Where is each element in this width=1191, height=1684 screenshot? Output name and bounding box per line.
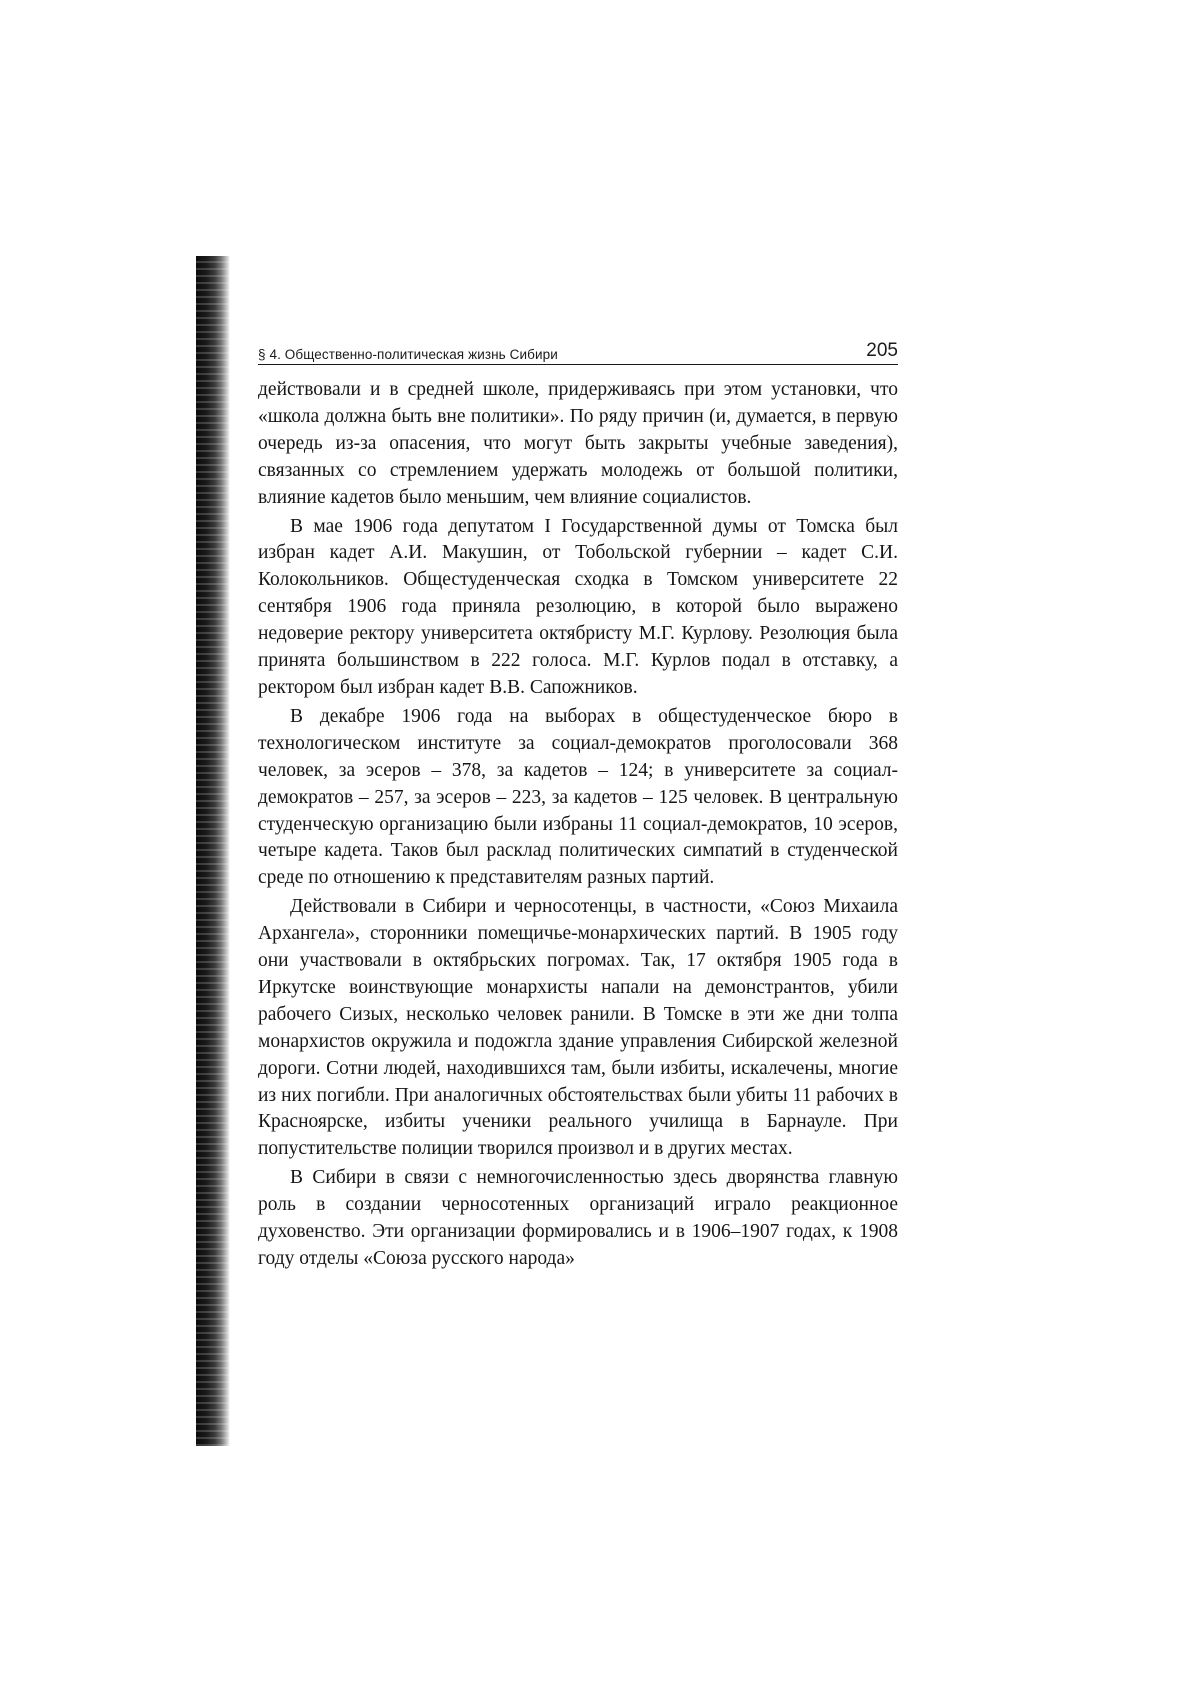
page-number: 205 xyxy=(866,340,898,361)
scan-binding-edge xyxy=(196,256,230,1446)
body-text xyxy=(258,377,898,1273)
running-header xyxy=(258,340,898,365)
running-title: § 4. Общественно-политическая жизнь Сибири xyxy=(258,347,558,362)
book-page xyxy=(258,340,898,1275)
paragraph: В Сибири в связи с немногочисленностью здесь дворянства главную роль в создании черносотенных организаций играло реакционное духовенство. Эти организации формировались и в 1906–1907 годах, к 1908 году отделы «Союза русского народа» xyxy=(258,1167,898,1269)
paragraph: Действовали в Сибири и черносотенцы, в частности, «Союз Михаила Архангела», сторонники помещичье-монархических партий. В 1905 году они участвовали в октябрьских погромах. Так, 17 октября 1905 года в Иркутске воинствующие монархисты напали на демонстрантов, убили рабочего Сизых, несколько человек ранили. В Томске в эти же дни толпа монархистов окружила и подожгла здание управления Сибирской железной дороги. Сотни людей, находившихся там, были избиты, искалечены, многие из них погибли. При аналогичных обстоятельствах были убиты 11 рабочих в Красноярске, избиты ученики реального училища в Барнауле. При попустительстве полиции творился произвол и в других местах. xyxy=(258,896,898,1160)
paragraph: действовали и в средней школе, придерживаясь при этом установки, что «школа должна быть вне политики». По ряду причин (и, думается, в первую очередь из-за опасения, что могут быть закрыты учебные заведения), связанных со стремлением удержать молодежь от большой политики, влияние кадетов было меньшим, чем влияние социалистов. xyxy=(258,379,898,508)
paragraph: В декабре 1906 года на выборах в общестуденческое бюро в технологическом институте за социал-демократов проголосовали 368 человек, за эсеров – 378, за кадетов – 124; в университете за социал-демократов – 257, за эсеров – 223, за кадетов – 125 человек. В центральную студенческую организацию были избраны 11 социал-демократов, 10 эсеров, четыре кадета. Таков был расклад политических симпатий в студенческой среде по отношению к представителям разных партий. xyxy=(258,705,898,889)
paragraph: В мае 1906 года депутатом I Государственной думы от Томска был избран кадет А.И. Макушин, от Тобольской губернии – кадет С.И. Колокольников. Общестуденческая сходка в Томском университете 22 сентября 1906 года приняла резолюцию, в которой было выражено недоверие ректору университета октябристу М.Г. Курлову. Резолюция была принята большинством в 222 голоса. М.Г. Курлов подал в отставку, а ректором был избран кадет В.В. Сапожников. xyxy=(258,515,898,698)
